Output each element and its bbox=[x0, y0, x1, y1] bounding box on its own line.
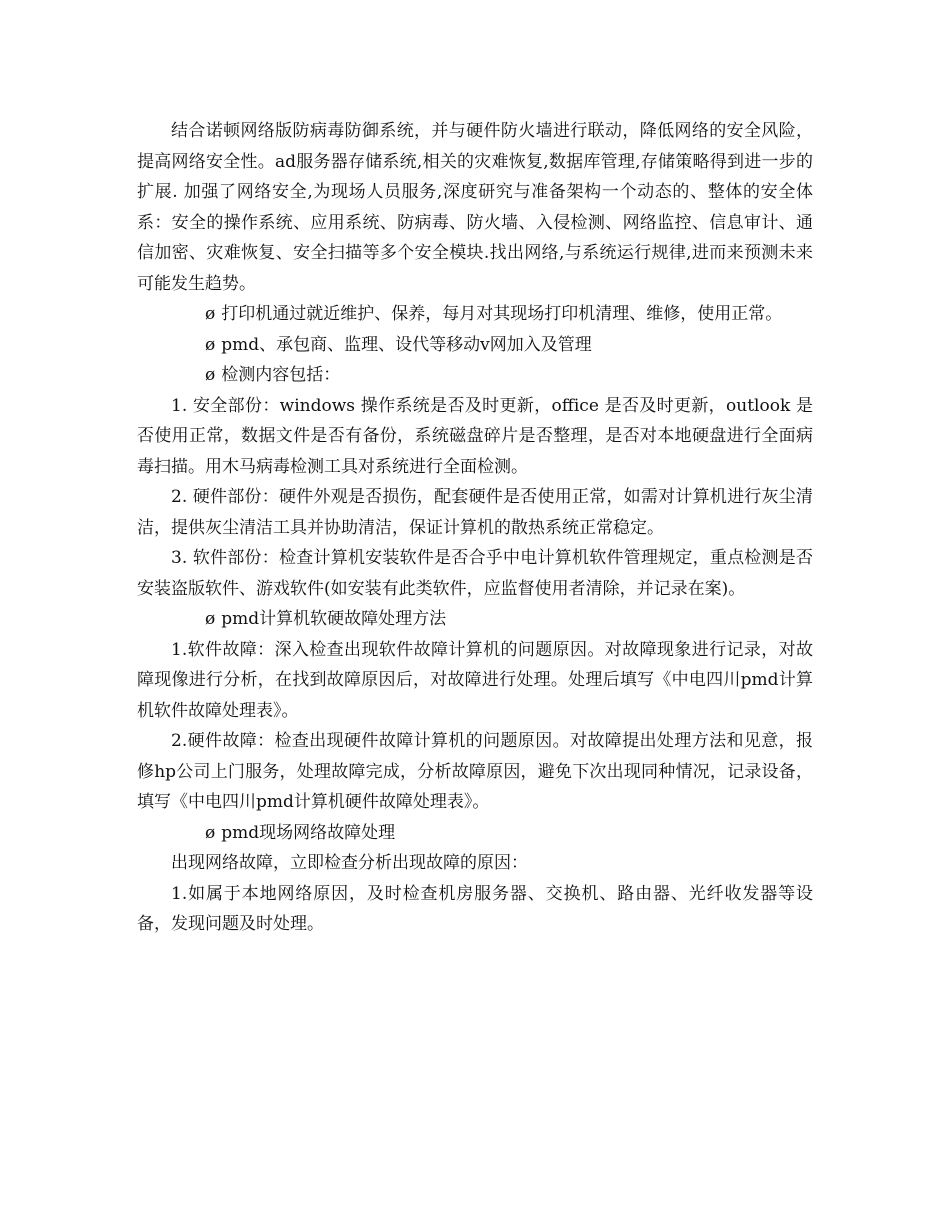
paragraph-software-fault: 1.软件故障：深入检查出现软件故障计算机的问题原因。对故障现象进行记录，对故障现像进行分析，在找到故障原因后，对故障进行处理。处理后填写《中电四川pmd计算机软件故障处理表》。 bbox=[137, 639, 813, 721]
bullet-printer-maintenance bbox=[137, 299, 813, 330]
bullet-mark: ø bbox=[205, 822, 216, 843]
bullet-text: pmd、承包商、监理、设代等移动v网加入及管理 bbox=[221, 334, 592, 355]
paragraph-hardware-section: 2. 硬件部份：硬件外观是否损伤，配套硬件是否使用正常，如需对计算机进行灰尘清洁，提供灰尘清洁工具并协助清洁，保证计算机的散热系统正常稳定。 bbox=[137, 487, 813, 538]
bullet-fault-handling-methods bbox=[137, 604, 813, 635]
bullet-text: 打印机通过就近维护、保养，每月对其现场打印机清理、维修，使用正常。 bbox=[221, 304, 783, 324]
paragraph-software-section: 3. 软件部份：检查计算机安装软件是否合乎中电计算机软件管理规定，重点检测是否安装盗版软件、游戏软件(如安装有此类软件，应监督使用者清除，并记录在案)。 bbox=[137, 548, 813, 599]
bullet-mark: ø bbox=[205, 304, 216, 324]
paragraph-security-section: 1. 安全部份：windows 操作系统是否及时更新，office 是否及时更新，outlook 是否使用正常，数据文件是否有备份，系统磁盘碎片是否整理，是否对本地硬盘进行全面病毒扫描。用木马病毒检测工具对系统进行全面检测。 bbox=[137, 395, 813, 477]
paragraph-intro: 结合诺顿网络版防病毒防御系统，并与硬件防火墙进行联动，降低网络的安全风险，提高网络安全性。ad服务器存储系统,相关的灾难恢复,数据库管理,存储策略得到进一步的扩展. 加强了网络安全,为现场人员服务,深度研究与准备架构一个动态的、整体的安全体系：安全的操作系统、应用系统、防病毒、防火墙、入侵检测、网络监控、信息审计、通信加密、灾难恢复、安全扫描等多个安全模块.找出网络,与系统运行规律,进而来预测未来可能发生趋势。 bbox=[137, 121, 813, 294]
bullet-inspection-content bbox=[137, 360, 813, 391]
bullet-network-fault bbox=[137, 818, 813, 849]
bullet-vnet-management bbox=[137, 330, 813, 361]
paragraph-hardware-fault: 2.硬件故障：检查出现硬件故障计算机的问题原因。对故障提出处理方法和见意，报修hp公司上门服务，处理故障完成，分析故障原因，避免下次出现同种情况，记录设备，填写《中电四川pmd计算机硬件故障处理表》。 bbox=[137, 731, 813, 812]
paragraph-local-network-cause: 1.如属于本地网络原因，及时检查机房服务器、交换机、路由器、光纤收发器等设备，发现问题及时处理。 bbox=[137, 883, 813, 934]
paragraph-network-fault-intro: 出现网络故障，立即检查分析出现故障的原因： bbox=[171, 853, 528, 873]
bullet-text: pmd现场网络故障处理 bbox=[221, 822, 396, 843]
bullet-text: pmd计算机软硬故障处理方法 bbox=[221, 609, 447, 629]
bullet-text: 检测内容包括： bbox=[221, 365, 341, 385]
bullet-mark: ø bbox=[205, 609, 216, 629]
bullet-mark: ø bbox=[205, 334, 216, 355]
bullet-mark: ø bbox=[205, 365, 216, 385]
